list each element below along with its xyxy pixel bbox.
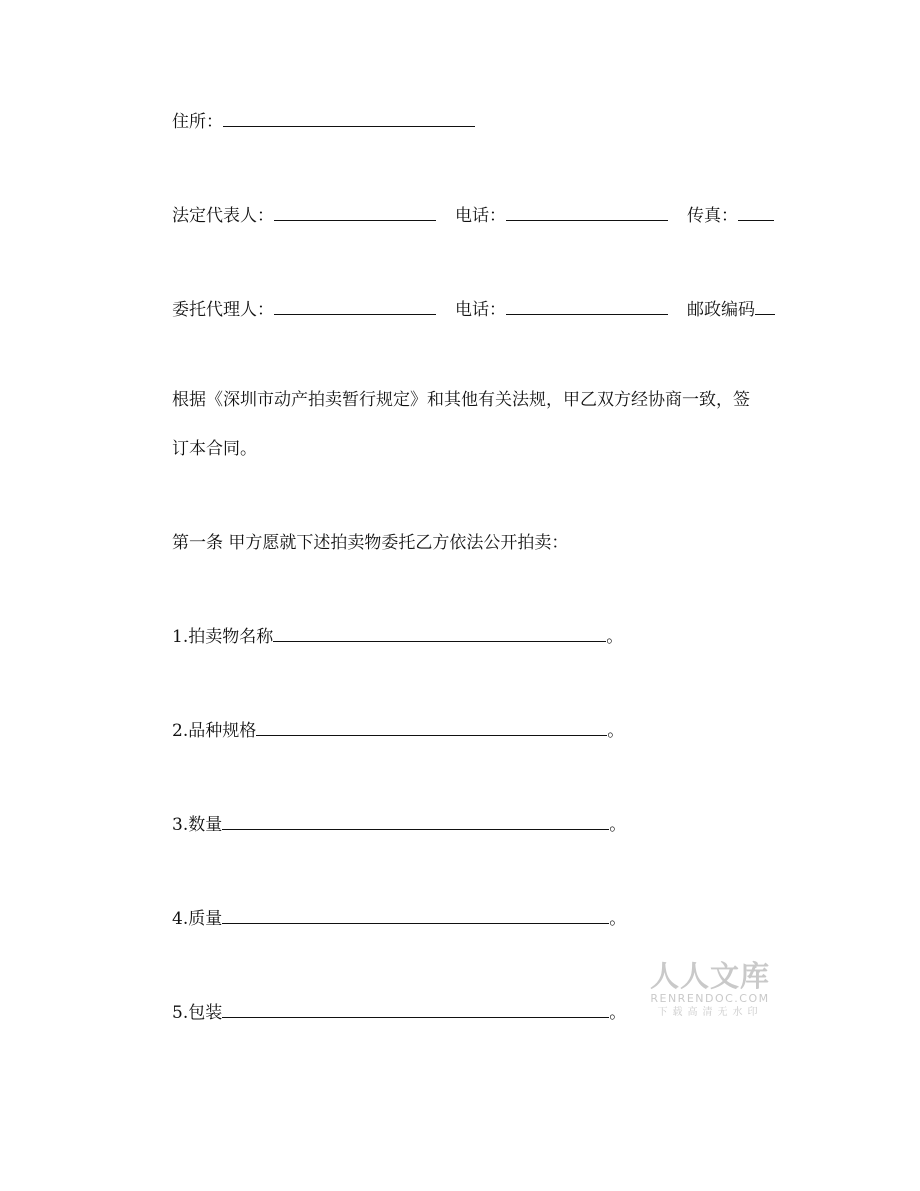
article1-heading: 第一条 甲方愿就下述拍卖物委托乙方依法公开拍卖：: [172, 533, 569, 553]
item-label: 1.拍卖物名称: [172, 627, 274, 647]
item-blank: [222, 1000, 609, 1018]
item-end: 。: [607, 721, 625, 741]
item-packaging: [172, 1000, 626, 1024]
item-blank: [222, 906, 609, 924]
address-line: [172, 109, 475, 133]
fax-label: 传真：: [687, 206, 738, 226]
item-spec: [172, 718, 624, 742]
agent-line: [172, 297, 775, 321]
address-blank: [223, 109, 475, 127]
item-name: [172, 624, 623, 648]
legal-rep-blank: [274, 203, 436, 221]
item-label: 3.数量: [172, 815, 223, 835]
item-label: 5.包装: [172, 1003, 223, 1023]
legal-rep-line: [172, 203, 774, 227]
item-blank: [222, 812, 609, 830]
phone-blank-2: [506, 297, 668, 315]
preamble-line-2: 订本合同。: [172, 439, 257, 459]
agent-label: 委托代理人：: [172, 300, 274, 320]
item-end: 。: [609, 1003, 627, 1023]
item-label: 2.品种规格: [172, 721, 257, 741]
item-quantity: [172, 812, 626, 836]
phone-blank-1: [506, 203, 668, 221]
phone-label-1: 电话：: [455, 206, 506, 226]
fax-blank: [738, 203, 774, 221]
phone-label-2: 电话：: [455, 300, 506, 320]
item-end: 。: [606, 627, 624, 647]
watermark-title: 人人文库: [649, 959, 770, 993]
agent-blank: [274, 297, 436, 315]
watermark: [648, 960, 772, 1020]
item-end: 。: [609, 909, 627, 929]
item-blank: [273, 624, 606, 642]
postcode-label: 邮政编码: [687, 300, 755, 320]
item-label: 4.质量: [172, 909, 223, 929]
postcode-blank: [755, 297, 775, 315]
watermark-domain: RENRENDOC.COM: [650, 992, 770, 1005]
item-quality: [172, 906, 626, 930]
legal-rep-label: 法定代表人：: [172, 206, 274, 226]
address-label: 住所：: [172, 112, 223, 132]
item-blank: [256, 718, 607, 736]
item-end: 。: [609, 815, 627, 835]
preamble-line-1: 根据《深圳市动产拍卖暂行规定》和其他有关法规，甲乙双方经协商一致，签: [172, 390, 750, 410]
watermark-tagline: 下载高清无水印: [657, 1007, 763, 1018]
